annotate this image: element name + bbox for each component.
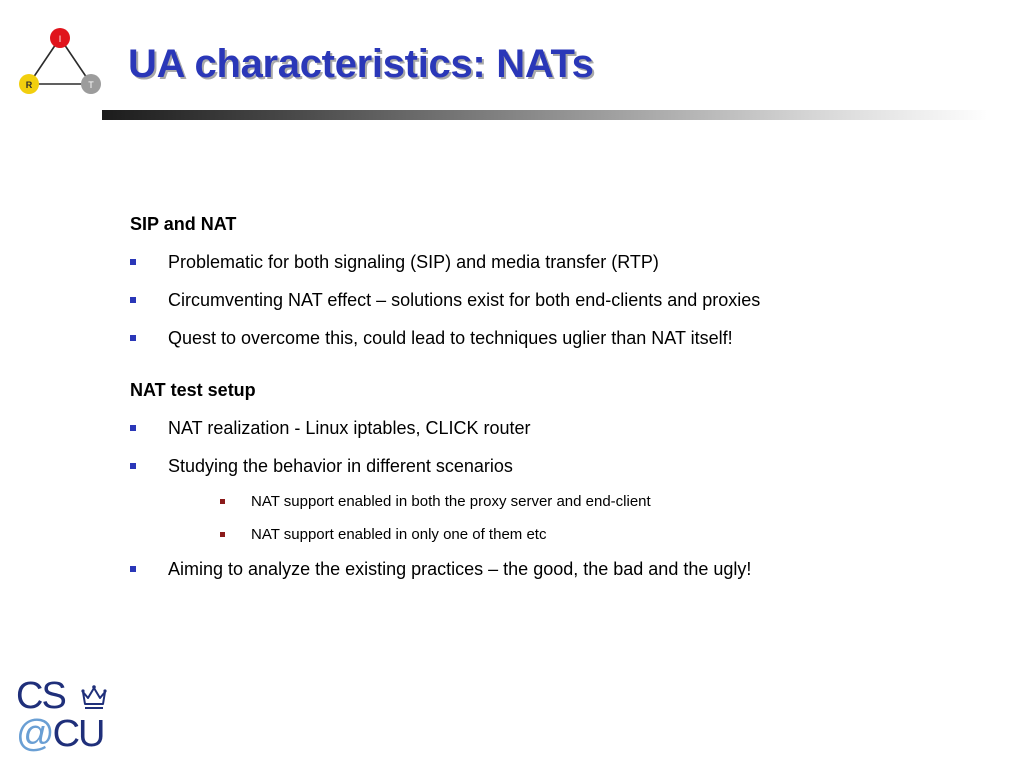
logo-cs-text: CS [16,675,65,717]
bullet-item [130,250,990,274]
square-bullet-icon [130,335,136,341]
bullet-item [130,454,990,545]
square-bullet-icon [130,463,136,469]
logo-at-text: @ [16,713,53,755]
crown-icon [80,684,108,710]
bullet-item [130,326,990,350]
bullet-text: Studying the behavior in different scenarios [168,456,513,476]
bullet-text: Circumventing NAT effect – solutions exist for both end-clients and proxies [168,290,761,310]
square-bullet-icon [130,566,136,572]
small-square-bullet-icon [220,499,225,504]
cs-at-cu-logo [16,675,108,755]
sub-bullet-text: NAT support enabled in both the proxy server and end-client [251,493,651,510]
bullet-text: NAT realization - Linux iptables, CLICK router [168,418,531,438]
bullet-text: Quest to overcome this, could lead to techniques uglier than NAT itself! [168,328,733,348]
logo-cu-text: CU [52,713,104,755]
slide-body [130,212,990,581]
sub-bullet-list [168,492,990,545]
slide-title: UA characteristics: NATs [128,42,594,86]
irt-logo-label-i: I [58,34,62,44]
small-square-bullet-icon [220,532,225,537]
irt-logo-label-t: T [88,80,94,90]
square-bullet-icon [130,297,136,303]
sub-bullet-item [168,492,990,512]
bullet-item [130,416,990,440]
bullet-text: Problematic for both signaling (SIP) and media transfer (RTP) [168,252,659,272]
bullet-text: Aiming to analyze the existing practices – the good, the bad and the ugly! [168,559,752,579]
square-bullet-icon [130,425,136,431]
title-divider [102,110,992,120]
square-bullet-icon [130,259,136,265]
bullet-list-sip-and-nat [130,250,990,350]
bullet-list-nat-test-setup [130,416,990,581]
irt-logo-label-r: R [25,80,33,90]
irt-logo [14,26,106,98]
section-heading-sip-and-nat: SIP and NAT [130,214,237,234]
bullet-item [130,557,990,581]
sub-bullet-text: NAT support enabled in only one of them etc [251,526,547,543]
logo-cu-line [16,714,103,754]
bullet-item [130,288,990,312]
sub-bullet-item [168,525,990,545]
section-heading-nat-test-setup: NAT test setup [130,380,256,400]
